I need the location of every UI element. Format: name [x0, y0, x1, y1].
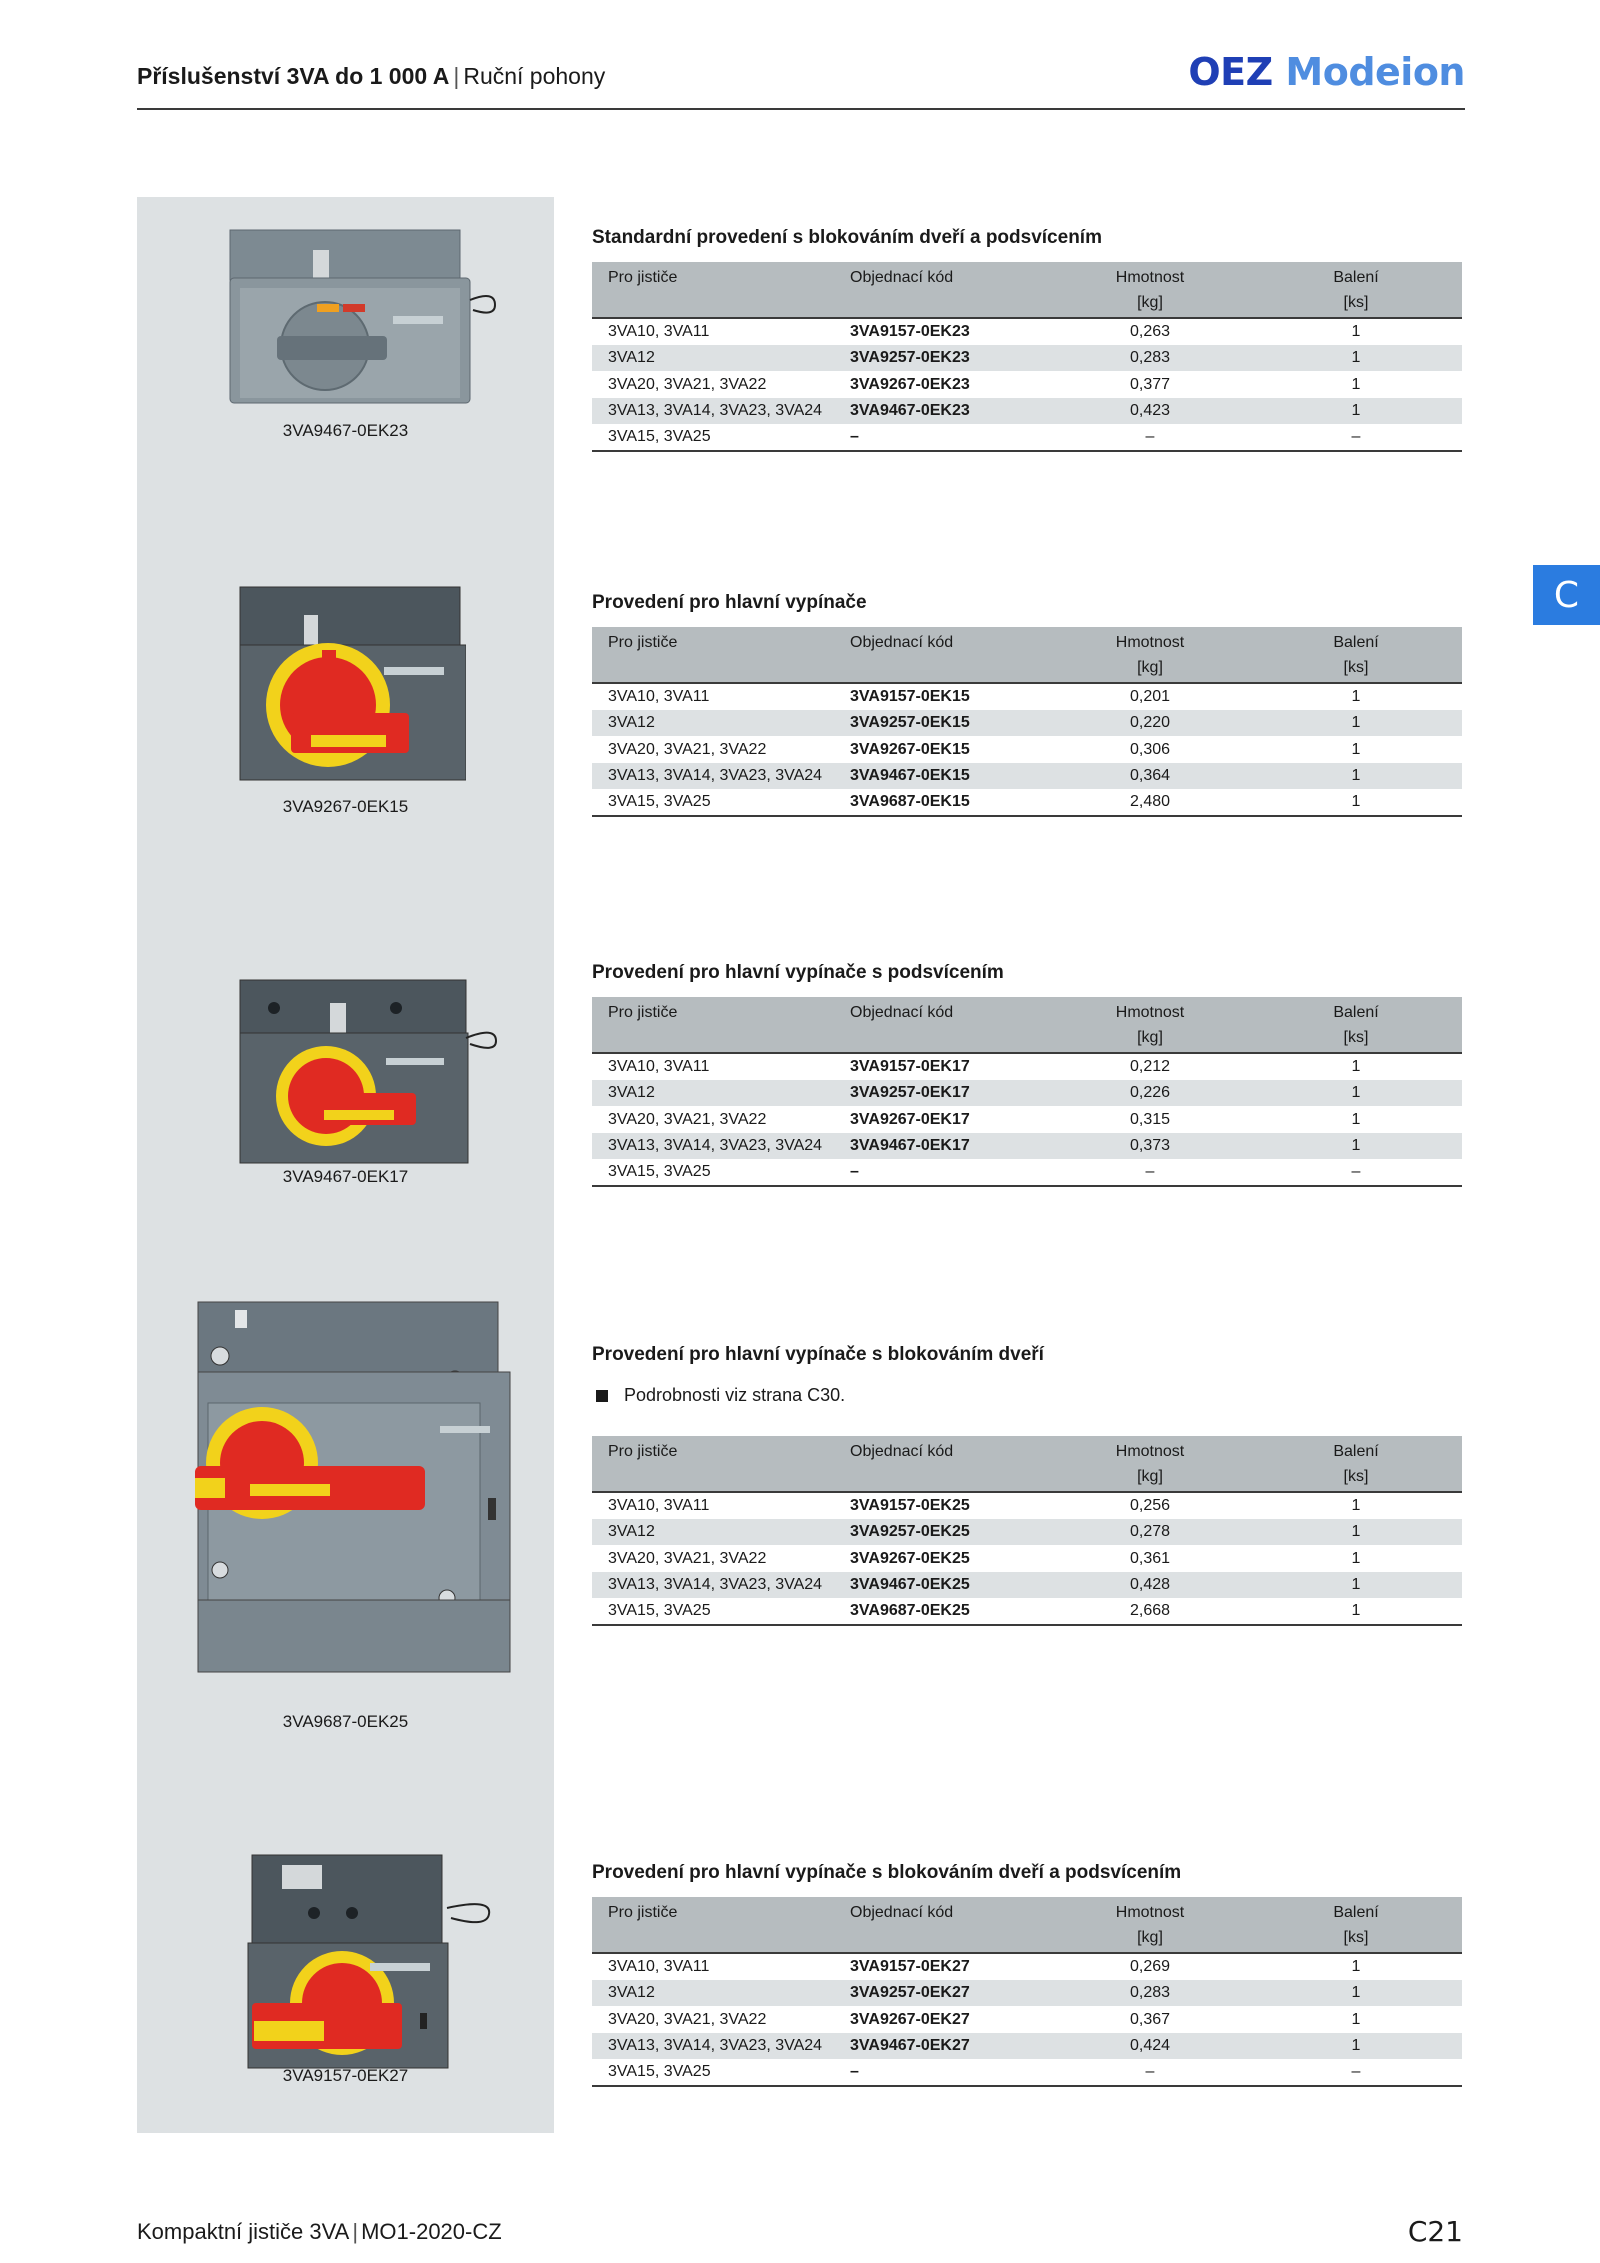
parts-table — [592, 627, 1462, 817]
table-header: Pro jističe Objednací kód Hmotnost [kg] Balení [ks] — [592, 997, 1462, 1053]
table-row: 3VA13, 3VA14, 3VA23, 3VA24 3VA9467-0EK25 0,428 1 — [592, 1572, 1462, 1598]
image-caption: 3VA9687-0EK25 — [282, 1712, 409, 1731]
image-caption: 3VA9467-0EK23 — [282, 421, 409, 440]
col-header: Balení [ks] — [1250, 262, 1462, 318]
table-header: Pro jističe Objednací kód Hmotnost [kg] Balení [ks] — [592, 1436, 1462, 1492]
logo-oez: OEZ — [1188, 50, 1273, 94]
table-header: Pro jističe Objednací kód Hmotnost [kg] Balení [ks] — [592, 1897, 1462, 1953]
chapter-tab: C — [1533, 565, 1600, 625]
table-row: 3VA15, 3VA25 – – – — [592, 1159, 1462, 1186]
parts-table — [592, 262, 1462, 452]
image-caption: 3VA9467-0EK17 — [282, 1167, 409, 1186]
table-row: 3VA12 3VA9257-0EK17 0,226 1 — [592, 1080, 1462, 1106]
page-number: C21 — [1407, 2215, 1463, 2248]
table-row: 3VA20, 3VA21, 3VA22 3VA9267-0EK15 0,306 1 — [608, 740, 1361, 758]
parts-table — [592, 997, 1462, 1187]
table-row: 3VA10, 3VA11 3VA9157-0EK25 0,256 1 — [608, 1497, 1361, 1514]
section-title: Provedení pro hlavní vypínače s blokováním dveří a podsvícením — [592, 1862, 1182, 1883]
page-footer: Kompaktní jističe 3VA | MO1-2020-CZ — [137, 2219, 502, 2244]
page-header — [137, 50, 1465, 110]
section-title: Provedení pro hlavní vypínače s podsvícením — [592, 962, 1004, 983]
table-row: 3VA15, 3VA25 – – – — [592, 424, 1462, 451]
product-image-0ek15 — [236, 585, 466, 785]
product-image-0ek25 — [190, 1298, 520, 1688]
section-main-switch-door — [592, 1345, 1462, 1626]
table-row: 3VA20, 3VA21, 3VA22 3VA9267-0EK25 0,361 1 — [608, 1549, 1361, 1567]
header-title: Příslušenství 3VA do 1 000 A | Ruční pohony — [137, 63, 606, 89]
table-row: 3VA13, 3VA14, 3VA23, 3VA24 3VA9467-0EK23 0,423 1 — [592, 398, 1462, 424]
table-row: 3VA12 3VA9257-0EK25 0,278 1 — [592, 1519, 1462, 1545]
table-row: 3VA10, 3VA11 3VA9157-0EK23 0,263 1 — [608, 323, 1361, 340]
table-row: 3VA10, 3VA11 3VA9157-0EK17 0,212 1 — [608, 1058, 1361, 1075]
section-title: Standardní provedení s blokováním dveří a podsvícením — [592, 227, 1102, 248]
header-title-bold: Příslušenství 3VA do 1 000 A — [137, 63, 450, 89]
table-header: Pro jističe Objednací kód Hmotnost [kg] Balení [ks] — [592, 627, 1462, 683]
section-title: Provedení pro hlavní vypínače s blokováním dveří — [592, 1344, 1044, 1365]
col-header: Pro jističe — [592, 262, 850, 318]
table-row: 3VA20, 3VA21, 3VA22 3VA9267-0EK23 0,377 1 — [608, 375, 1361, 393]
image-caption: 3VA9157-0EK27 — [282, 2066, 409, 2085]
table-row: 3VA13, 3VA14, 3VA23, 3VA24 3VA9467-0EK27 0,424 1 — [592, 2033, 1462, 2059]
header-title-rest: Ruční pohony — [463, 63, 606, 89]
section-note: Podrobnosti viz strana C30. — [592, 1385, 1462, 1406]
col-header: Hmotnost [kg] — [1050, 262, 1250, 318]
section-main-switch — [592, 593, 1462, 817]
bullet-icon — [596, 1390, 608, 1402]
table-row: 3VA15, 3VA25 3VA9687-0EK25 2,668 1 — [592, 1598, 1462, 1625]
table-row: 3VA10, 3VA11 3VA9157-0EK27 0,269 1 — [608, 1958, 1361, 1975]
table-row: 3VA15, 3VA25 – – – — [592, 2059, 1462, 2086]
parts-table — [592, 1897, 1462, 2087]
table-header — [592, 262, 1462, 318]
product-image-0ek27 — [242, 1853, 522, 2073]
section-main-switch-lit — [592, 963, 1462, 1187]
table-row: 3VA20, 3VA21, 3VA22 3VA9267-0EK27 0,367 1 — [608, 2010, 1361, 2028]
product-image-0ek23 — [225, 228, 505, 408]
table-row: 3VA15, 3VA25 3VA9687-0EK15 2,480 1 — [592, 789, 1462, 816]
image-caption: 3VA9267-0EK15 — [282, 797, 409, 816]
section-standard — [592, 228, 1462, 452]
table-row: 3VA10, 3VA11 3VA9157-0EK15 0,201 1 — [608, 688, 1361, 705]
oez-modeion-logo — [1188, 50, 1465, 94]
table-row: 3VA12 3VA9257-0EK15 0,220 1 — [592, 710, 1462, 736]
table-row: 3VA13, 3VA14, 3VA23, 3VA24 3VA9467-0EK17 0,373 1 — [592, 1133, 1462, 1159]
table-row: 3VA20, 3VA21, 3VA22 3VA9267-0EK17 0,315 1 — [608, 1110, 1361, 1128]
section-main-switch-door-lit — [592, 1863, 1462, 2087]
parts-table — [592, 1436, 1462, 1626]
table-row: 3VA12 3VA9257-0EK23 0,283 1 — [592, 345, 1462, 371]
product-image-0ek17 — [236, 978, 516, 1168]
table-row: 3VA12 3VA9257-0EK27 0,283 1 — [592, 1980, 1462, 2006]
col-header: Objednací kód — [850, 262, 1050, 318]
table-row: 3VA13, 3VA14, 3VA23, 3VA24 3VA9467-0EK15 0,364 1 — [592, 763, 1462, 789]
section-title: Provedení pro hlavní vypínače — [592, 592, 867, 613]
logo-modeion: Modeion — [1285, 50, 1465, 94]
